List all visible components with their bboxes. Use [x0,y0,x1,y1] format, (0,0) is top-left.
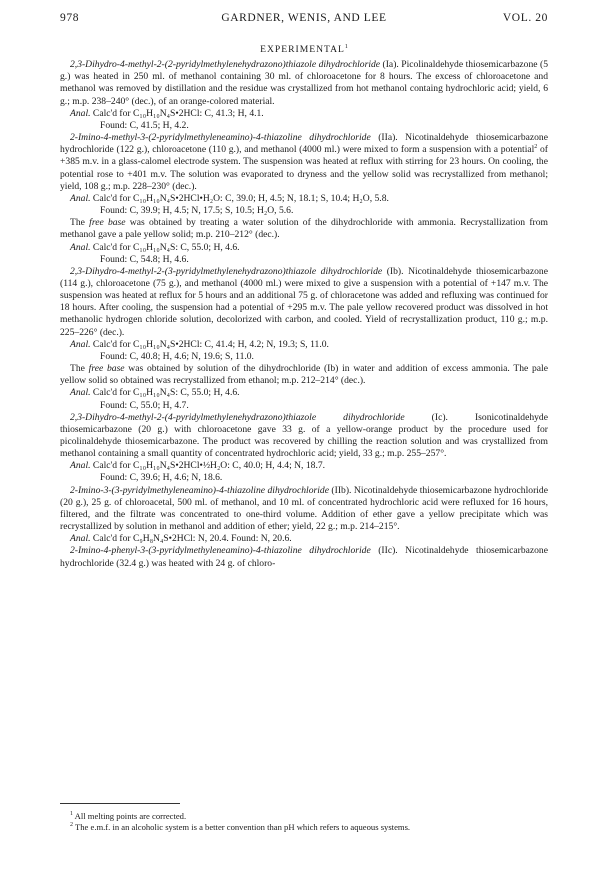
footnote-text: All melting points are corrected. [73,811,187,821]
found-line: Found: C, 54.8; H, 4.6. [100,253,189,265]
footnote [60,811,548,822]
footnote [60,822,548,833]
analysis-text: Calc'd for C₉H₈N₄S•2HCl: N, 20.4. Found: N, 20.6. [90,533,292,545]
anal-label: Anal. [70,387,91,399]
compound-paragraph [60,485,548,534]
footnote-rule [60,803,180,804]
anal-label: Anal. [70,192,91,204]
anal-label: Anal. [70,107,91,119]
compound-paragraph [60,412,548,461]
analysis-line [60,242,548,254]
compound-paragraph [60,59,548,108]
paragraph-text: (IIa). Nicotinaldehyde thiosemicarbazone hydrochloride (122 g.), chloroacetone (110 g.), and methanol (4000 ml.) were mixed to form a suspension with a potential$^2$ of +385 m.v. in a glass-calomel electrode system. The suspension was heated at reflux with stirring for 23 hours. On cooling, the potential rose to +401 m.v. The solution was evaporated to dryness and the yellow solid was recrystallized from methanol; yield, 108 g.; m.p. 228–230° (dec.). [60,132,548,192]
analysis-line [60,460,548,472]
compound-name: 2,3-Dihydro-4-methyl-2-(2-pyridylmethylenehydrazono)thiazole dihydrochloride [70,59,381,71]
free-base-term: free base [88,363,125,375]
footnote-ref: 2 [534,144,538,151]
analysis-text: Calc'd for C₁₀H₁₀N₄S: C, 55.0; H, 4.6. [90,387,240,399]
found-line: Found: C, 41.5; H, 4.2. [100,119,189,131]
analysis-text: Calc'd for C₁₀H₁₀N₄S•2HCl•H₂O: C, 39.0; H, 4.5; N, 18.1; S, 10.4; H₂O, 5.8. [90,192,389,204]
found-line: Found: C, 55.0; H, 4.7. [100,399,189,411]
volume-label: VOL. 20 [502,12,548,24]
analysis-line [60,108,548,120]
compound-name: 2,3-Dihydro-4-methyl-2-(4-pyridylmethylenehydrazono)thiazole dihydrochloride [70,411,405,423]
paragraph-lead: The [70,217,90,229]
paragraph-lead: The [70,363,89,375]
article-body [60,44,548,570]
free-base-paragraph [60,217,548,241]
analysis-line [60,387,548,399]
footnotes [60,811,548,833]
anal-label: Anal. [70,533,91,545]
compound-name: 2-Imino-4-methyl-3-(2-pyridylmethyleneamino)-4-thiazoline dihydrochloride [70,132,371,144]
paragraph-list [60,59,548,570]
paragraph-text: was obtained by treating a water solution of the dihydrochloride with ammonia. Recrystallization from methanol gave a pale yellow solid; m.p. 210–212° (dec.). [60,217,548,241]
running-header [60,12,548,26]
free-base-paragraph [60,363,548,387]
analysis-text: Calc'd for C₁₀H₁₀N₄S: C, 55.0; H, 4.6. [90,241,240,253]
footnote-number: 2 [70,822,73,829]
paragraph-text: (IIb). Nicotinaldehyde thiosemicarbazone hydrochloride (20 g.), 25 g. of chloroacetal, 500 ml. of methanol, and 10 ml. of concentrated hydrochloric acid were refluxed for 16 hours, filtered, and the filtrate was concentrated to one-third volume. Addition of ether gave a yellow precipitate which was recrystallized by solution in methanol and addition of ether; yield, 22 g.; m.p. 214–215°. [60,484,548,533]
found-line: Found: C, 40.8; H, 4.6; N, 19.6; S, 11.0. [100,350,254,362]
analysis-text: Calc'd for C₁₀H₁₀N₄S•2HCl: C, 41.3; H, 4.1. [90,107,264,119]
paragraph-text: (IIc). Nicotinaldehyde thiosemicarbazone hydrochloride (32.4 g.) was heated with 24 g. of chloro- [60,545,548,569]
compound-name: 2,3-Dihydro-4-methyl-2-(3-pyridylmethylenehydrazono)thiazole dihydrochloride [70,265,383,277]
analysis-line [60,533,548,545]
section-heading [60,44,548,56]
compound-paragraph [60,132,548,193]
footnote-number: 1 [70,811,73,818]
anal-label: Anal. [70,338,91,350]
footnote-text: The e.m.f. in an alcoholic system is a better convention than pH which refers to aqueous systems. [73,822,411,832]
paragraph-text: was obtained by solution of the dihydrochloride (Ib) in water and addition of excess ammonia. The pale yellow solid so obtained was recrystallized from ethanol; m.p. 212–214° (dec.). [60,363,548,387]
paragraph-text: (Ib). Nicotinaldehyde thiosemicarbazone (114 g.), chloroacetone (75 g.), and methanol (4000 ml.) were mixed to give a suspension with a potential of +147 m.v. The suspension was heated at reflux for 5 hours and an additional 75 g. of chloracetone was added and refluxing was continued for 18 hours. After cooling, the suspension had a potential of +295 m.v. The pale yellow recovered product was dissolved in hot methanolic hydrogen chloride solution, decolorized with carbon, and cooled. Yield of recrystallization product, 110 g.; m.p. 225–226° (dec.). [60,265,548,338]
compound-name: 2-Imino-3-(3-pyridylmethyleneamino)-4-thiazoline dihydrochloride [70,484,329,496]
compound-paragraph [60,266,548,339]
analysis-line [60,339,548,351]
section-title: EXPERIMENTAL [260,44,345,55]
compound-name: 2-Imino-4-phenyl-3-(3-pyridylmethyleneamino)-4-thiazoline dihydrochloride [70,545,371,557]
page-number: 978 [60,12,80,24]
free-base-term: free base [89,217,126,229]
paragraph-text: (Ic). Isonicotinaldehyde thiosemicarbazone (20 g.) with chloroacetone gave 33 g. of a yellow-orange product by the procedure used for picolinaldehyde thiosemicarbazone. The product was recovered by chilling the reaction solution and was crystallized from methanol containing a small quantity of concentrated hydrochloric acid; yield, 33 g.; m.p. 255–257°. [60,411,548,460]
found-line: Found: C, 39.6; H, 4.6; N, 18.6. [100,472,223,484]
paragraph-text: (Ia). Picolinaldehyde thiosemicarbazone (5 g.) was heated in 250 ml. of methanol containing 30 ml. of chloroacetone for 8 hours. The excess of chloroacetone and methanol was removed by distillation and the residue was crystallized from hot methanol containg hydrochloric acid; yield, 6 g.; m.p. 238–240° (dec.), of an orange-colored material. [60,59,549,107]
found-line: Found: C, 39.9; H, 4.5; N, 17.5; S, 10.5; H₂O, 5.6. [100,205,294,217]
anal-label: Anal. [70,460,91,472]
compound-paragraph [60,545,548,569]
running-title: GARDNER, WENIS, AND LEE [221,12,387,24]
analysis-text: Calc'd for C₁₀H₁₀N₄S•2HCl: C, 41.4; H, 4.2; N, 19.3; S, 11.0. [90,338,329,350]
section-footnote-ref: 1 [344,43,348,50]
analysis-line [60,193,548,205]
analysis-text: Calc'd for C₁₀H₁₀N₄S•2HCl•½H₂O: C, 40.0; H, 4.4; N, 18.7. [90,460,326,472]
anal-label: Anal. [70,241,91,253]
